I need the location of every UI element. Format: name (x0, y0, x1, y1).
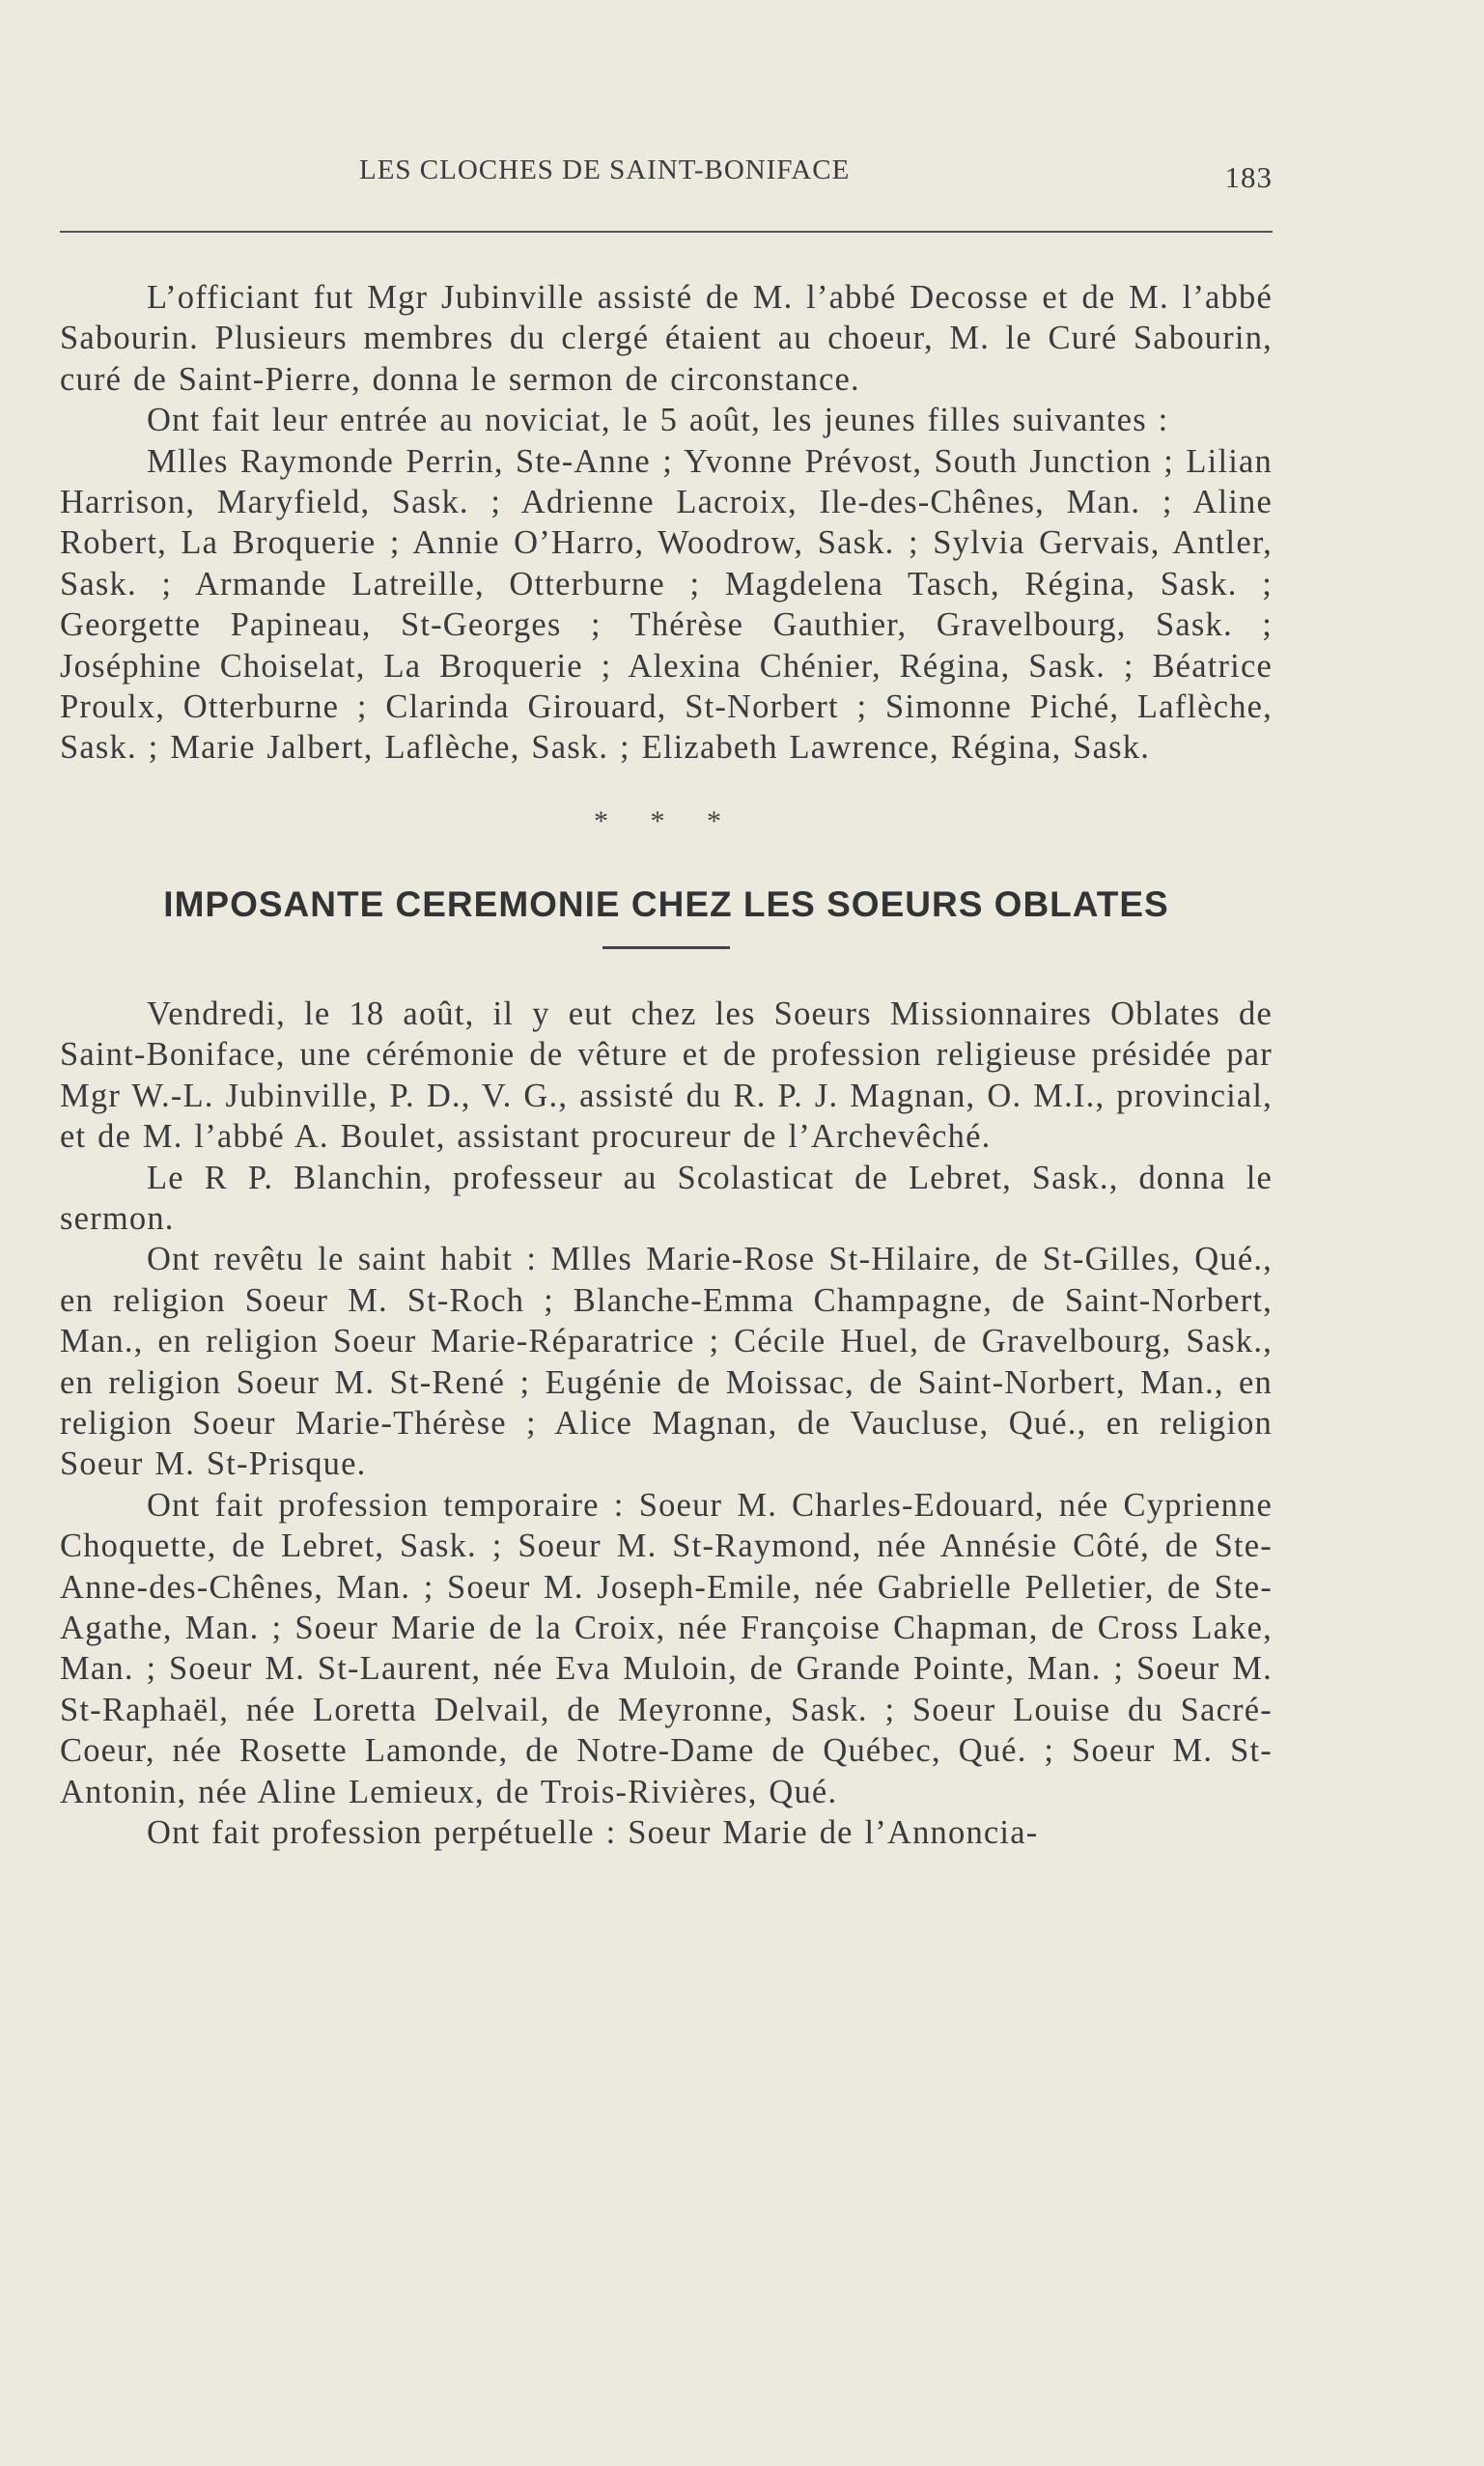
section-title: IMPOSANTE CEREMONIE CHEZ LES SOEURS OBLATES (163, 883, 1169, 924)
section-paragraph-profession-perpetuelle: Ont fait profession perpétuelle : Soeur Marie de l’Annoncia- (147, 1814, 1039, 1851)
intro-paragraph-officiant: L’officiant fut Mgr Jubinville assisté de M. l’abbé Decosse et de M. l’abbé Sabourin. Plusieurs membres du clergé étaient au choeur, M. le Curé Sabourin, curé de Saint-Pierre, donna le sermon de circonstance. (60, 279, 1273, 398)
page-number: 183 (1224, 160, 1273, 194)
body-text (60, 277, 1273, 1853)
section-separator: * * * (594, 804, 739, 837)
header-rule (60, 231, 1273, 233)
running-header (60, 154, 1273, 197)
section-body (60, 994, 1273, 1854)
section-paragraph-ceremonie: Vendredi, le 18 août, il y eut chez les Soeurs Missionnaires Oblates de Saint-Boniface, une cérémonie de vêture et de profession religieuse présidée par Mgr W.-L. Jubinville, P. D., V. G., assisté du R. P. J. Magnan, O. M.I., provincial, et de M. l’abbé A. Boulet, assistant procureur de l’Archevêché. (60, 995, 1273, 1156)
intro-paragraph-noviciat: Ont fait leur entrée au noviciat, le 5 août, les jeunes filles suivantes : (147, 402, 1169, 439)
title-rule (602, 946, 730, 949)
section-paragraph-profession-temporaire: Ont fait profession temporaire : Soeur M. Charles-Edouard, née Cyprienne Choquette, de Lebret, Sask. ; Soeur M. St-Raymond, née Annésie Côté, de Ste-Anne-des-Chênes, Man. ; Soeur M. Joseph-Emile, née Gabrielle Pelletier, de Ste-Agathe, Man. ; Soeur Marie de la Croix, née Françoise Chapman, de Cross Lake, Man. ; Soeur M. St-Laurent, née Eva Muloin, de Grande Pointe, Man. ; Soeur M. St-Raphaël, née Loretta Delvail, de Meyronne, Sask. ; Soeur Louise du Sacré-Coeur, née Rosette Lamonde, de Notre-Dame de Québec, Qué. ; Soeur M. St-Antonin, née Aline Lemieux, de Trois-Rivières, Qué. (60, 1486, 1273, 1810)
running-title: LES CLOCHES DE SAINT-BONIFACE (359, 154, 851, 185)
section-paragraph-sermon: Le R P. Blanchin, professeur au Scolasticat de Lebret, Sask., donna le sermon. (60, 1159, 1273, 1237)
section-paragraph-vetture: Ont revêtu le saint habit : Mlles Marie-Rose St-Hilaire, de St-Gilles, Qué., en religion Soeur M. St-Roch ; Blanche-Emma Champagne, de Saint-Norbert, Man., en religion Soeur Marie-Réparatrice ; Cécile Huel, de Gravelbourg, Sask., en religion Soeur M. St-René ; Eugénie de Moissac, de Saint-Norbert, Man., en religion Soeur Marie-Thérèse ; Alice Magnan, de Vaucluse, Qué., en religion Soeur M. St-Prisque. (60, 1241, 1273, 1483)
intro-paragraph-names: Mlles Raymonde Perrin, Ste-Anne ; Yvonne Prévost, South Junction ; Lilian Harrison, Maryfield, Sask. ; Adrienne Lacroix, Ile-des-Chênes, Man. ; Aline Robert, La Broquerie ; Annie O’Harro, Woodrow, Sask. ; Sylvia Gervais, Antler, Sask. ; Armande Latreille, Otterburne ; Magdelena Tasch, Régina, Sask. ; Georgette Papineau, St-Georges ; Thérèse Gauthier, Gravelbourg, Sask. ; Joséphine Choiselat, La Broquerie ; Alexina Chénier, Régina, Sask. ; Béatrice Proulx, Otterburne ; Clarinda Girouard, St-Norbert ; Simonne Piché, Laflèche, Sask. ; Marie Jalbert, Laflèche, Sask. ; Elizabeth Lawrence, Régina, Sask. (60, 442, 1273, 767)
